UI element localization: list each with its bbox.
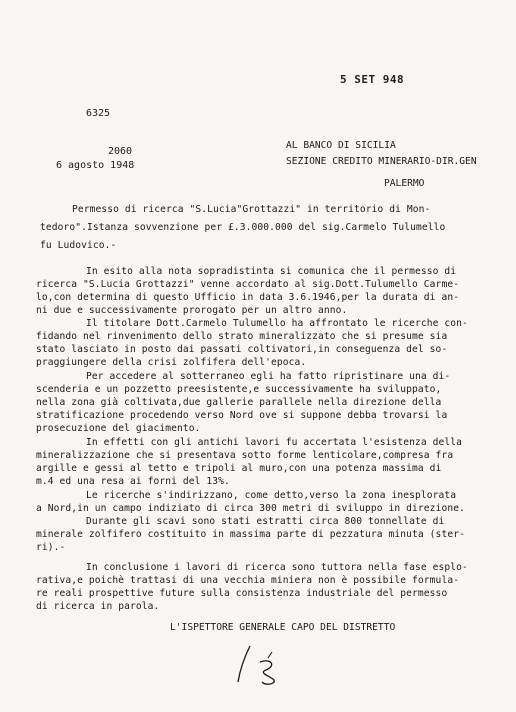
document-date: 6 agosto 1948 <box>56 160 135 171</box>
body-line: ni due e successivamente prorogato per un altro anno. <box>36 305 348 316</box>
body-line: ricerca "S.Lucia Grottazzi" venne accordato al sig.Dott.Tulumello Carme- <box>36 279 460 290</box>
body-line: re reali prospettive future sulla consistenza industriale del permesso <box>36 588 448 599</box>
subject-line-3: fu Ludovico.- <box>40 240 117 251</box>
body-line: In conclusione i lavori di ricerca sono tuttora nella fase esplo- <box>86 562 468 573</box>
body-line: prosecuzione del giacimento. <box>36 423 201 434</box>
body-line: mineralizzazione che si presentava sotto forme lenticolare,compresa fra <box>36 450 454 461</box>
body-line: Il titolare Dott.Carmelo Tulumello ha affrontato le ricerche con- <box>86 318 468 329</box>
subject-line-1: Permesso di ricerca "S.Lucia"Grottazzi" in territorio di Mon- <box>72 204 431 215</box>
body-line: rativa,e poichè trattasi di una vecchia miniera non è possibile formula- <box>36 575 460 586</box>
body-line: stratificazione procedendo verso Nord ove si suppone debba trovarsi la <box>36 410 448 421</box>
body-line: In effetti con gli antichi lavori fu accertata l'esistenza della <box>86 437 463 448</box>
body-line: a Nord,in un campo indiziato di circa 300 metri di sviluppo in direzione. <box>36 503 465 514</box>
received-date-stamp: 5 SET 948 <box>340 73 405 86</box>
body-line: nella zona già coltivata,due gallerie parallele nella direzione della <box>36 397 442 408</box>
body-line: minerale zolfifero costituito in massima parte di pezzatura minuta (ster- <box>36 529 465 540</box>
body-line: fidando nel rinvenimento dello strato mineralizzato che si presume sia <box>36 331 448 342</box>
recipient-city: PALERMO <box>384 178 425 189</box>
signatory-title: L'ISPETTORE GENERALE CAPO DEL DISTRETTO <box>170 622 396 633</box>
body-line: m.4 ed una resa ai forni del 13%. <box>36 476 230 487</box>
recipient-line-2: SEZIONE CREDITO MINERARIO-DIR.GEN <box>286 156 477 167</box>
body-line: praggiungere della crisi zolfifera dell'epoca. <box>36 357 307 368</box>
body-line: stato lasciato in posto dai passati coltivatori,in conseguenza del so- <box>36 344 448 355</box>
body-line: In esito alla nota sopradistinta si comunica che il permesso di <box>86 266 457 277</box>
body-line: Per accedere al sotterraneo egli ha fatto ripristinare una di- <box>86 371 451 382</box>
body-line: Durante gli scavi sono stati estratti circa 800 tonnellate di <box>86 516 445 527</box>
body-line: argille e gessi al tetto e tripoli al muro,con una potenza massima di <box>36 463 442 474</box>
document-number: 2060 <box>108 146 133 157</box>
body-line: lo,con determina di questo Ufficio in data 3.6.1946,per la durata di an- <box>36 292 460 303</box>
body-line: scenderia e un pozzetto preesistente,e successivamente ha sviluppato, <box>36 384 442 395</box>
subject-line-2: tedoro".Istanza sovvenzione per £.3.000.000 del sig.Carmelo Tulumello <box>40 222 446 233</box>
handwritten-signature <box>232 640 302 690</box>
body-line: di ricerca in parola. <box>36 601 160 612</box>
body-line: ri).- <box>36 542 66 553</box>
protocol-number: 6325 <box>86 108 111 119</box>
recipient-line-1: AL BANCO DI SICILIA <box>286 140 396 151</box>
body-line: Le ricerche s'indirizzano, come detto,verso la zona inesplorata <box>86 490 457 501</box>
